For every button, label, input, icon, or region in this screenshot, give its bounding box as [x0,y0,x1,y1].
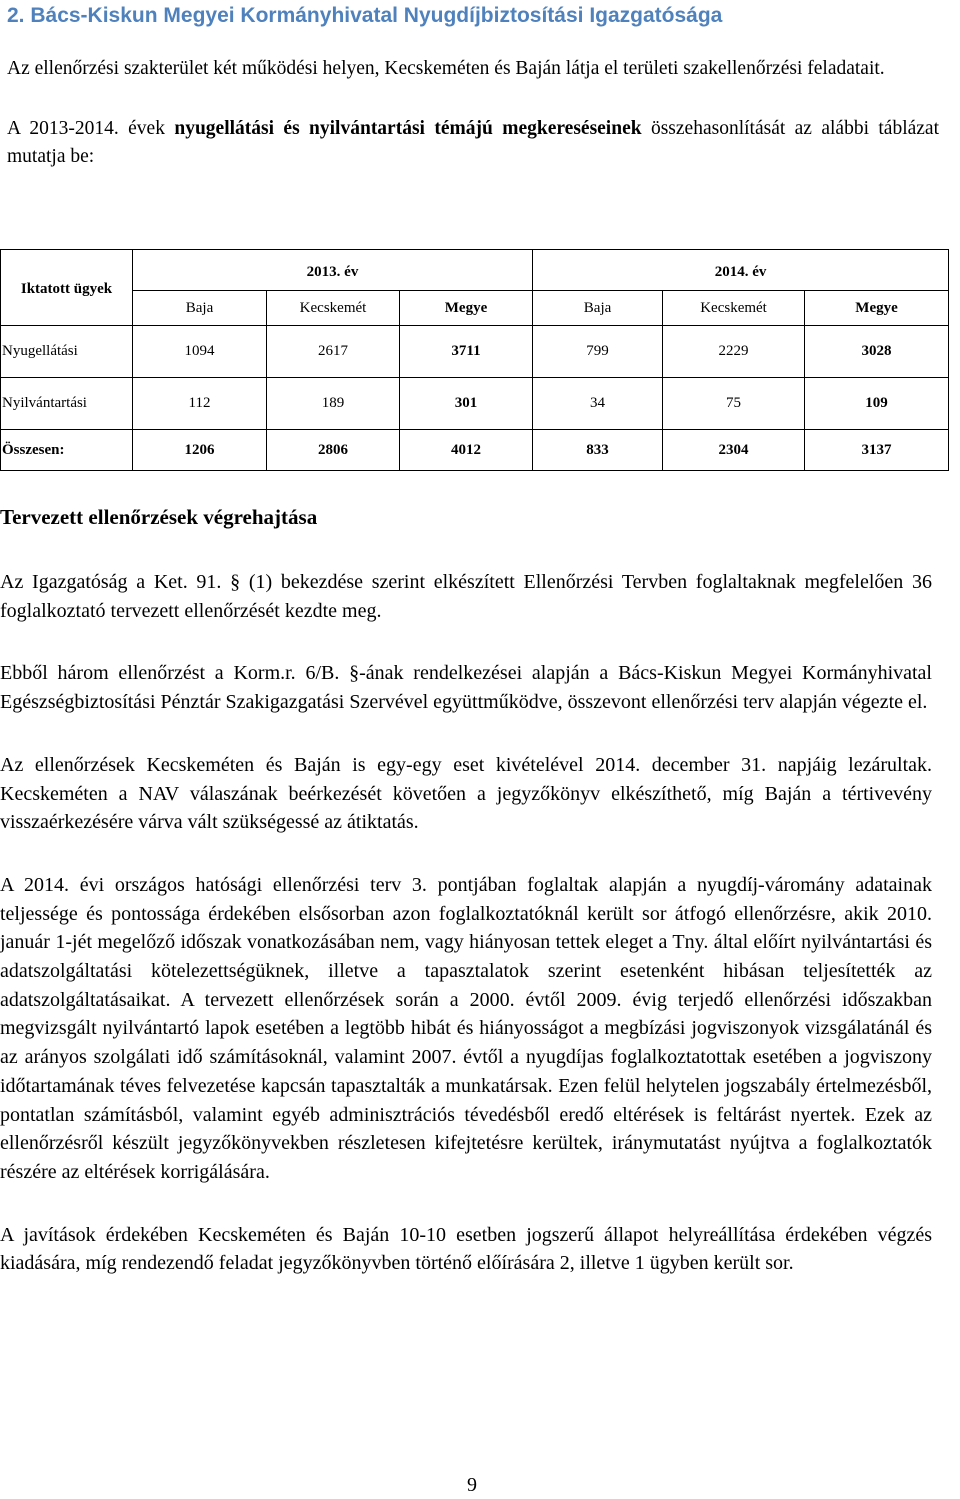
intro-paragraph-1: Az ellenőrzési szakterület két működési helyen, Kecskeméten és Baján látja el területi szakellenőrzési feladatait. [7,58,885,79]
body-paragraph: A 2014. évi országos hatósági ellenőrzési terv 3. pontjában foglaltak alapján a nyugdíj-váromány adatainak teljessége és pontossága érdekében elsősorban azon foglalkoztatóknál került sor átfogó ellenőrzésre, akik 2010. január 1-jét megelőző időszak vonatkozásában nem, vagy hiányosan tettek eleget a Tny. által előírt nyilvántartási és adatszolgáltatási kötelezettségüknek, illetve a tapasztalatok szerint esetenként hibásan teljesítették az adatszolgáltatásaikat. A tervezett ellenőrzések során a 2000. évtől 2009. évig terjedő ellenőrzési időszakban megvizsgált nyilvántartó lapok esetében a legtöbb hibát és hiányosságot a megbízási jogviszonyok vizsgálatánál és az arányos szolgálati idő számításoknál, valamint 2007. évtől a nyugdíjas foglalkoztatottak esetében a jogviszony időtartamának téves felvezetése kapcsán tapasztalták a munkatársak. Ezen felül helytelen jogszabály értelmezésből, pontatlan számításból, valamint egyéb adminisztrációs tévedésből eredő eltérések is feltárást nyertek. Ezek az ellenőrzésről készült jegyzőkönyvekben részletesen kifejtetésre kerültek, iránymutatást nyújtva a foglalkoztatók részére az eltérések korrigálására. [0,873,932,1183]
table-cell: 4012 [400,430,533,471]
table-cell: 799 [533,326,663,378]
table-cell: 2617 [267,326,400,378]
table-subheader: Kecskemét [663,291,805,326]
table-row-total [1,430,949,471]
table-cell: 301 [400,378,533,430]
table-cell: 1206 [133,430,267,471]
table-cell: 833 [533,430,663,471]
table-subheader: Kecskemét [267,291,400,326]
table-subheader: Baja [533,291,663,326]
body-paragraph: A javítások érdekében Kecskeméten és Baján 10-10 esetben jogszerű állapot helyreállítása érdekében végzés kiadására, míg rendezendő feladat jegyzőkönyvben történő előírására 2, illetve 1 ügyben került sor. [0,1223,932,1275]
table-row [1,326,949,378]
page-number: 9 [467,1474,477,1496]
table-cell: 2806 [267,430,400,471]
table-subheader: Baja [133,291,267,326]
table-year-2013: 2013. év [133,250,533,291]
table-row-label: Nyilvántartási [1,378,133,430]
body-paragraph: Az Igazgatóság a Ket. 91. § (1) bekezdése szerint elkészített Ellenőrzési Tervben foglaltaknak megfelelően 36 foglalkoztató tervezett ellenőrzését kezdte meg. [0,571,932,622]
intro-paragraph-2-start: A 2013-2014. évek [7,117,175,139]
table-cell: 75 [663,378,805,430]
table-cell: 3137 [805,430,949,471]
table-row [1,378,949,430]
table-corner-label: Iktatott ügyek [1,250,133,326]
table-row-label: Összesen: [1,430,133,471]
table-subheader: Megye [400,291,533,326]
table-cell: 2229 [663,326,805,378]
table-subheader: Megye [805,291,949,326]
table-cell: 3711 [400,326,533,378]
intro-paragraph-2 [7,115,939,172]
table-row-label: Nyugellátási [1,326,133,378]
table-cell: 34 [533,378,663,430]
table-cell: 2304 [663,430,805,471]
table-cell: 3028 [805,326,949,378]
section-heading: 2. Bács-Kiskun Megyei Kormányhivatal Nyugdíjbiztosítási Igazgatósága [7,4,723,27]
table-cell: 109 [805,378,949,430]
subsection-title: Tervezett ellenőrzések végrehajtása [0,505,318,529]
table-year-2014: 2014. év [533,250,949,291]
table-cell: 112 [133,378,267,430]
table-cell: 189 [267,378,400,430]
body-paragraph: Az ellenőrzések Kecskeméten és Baján is egy-egy eset kivételével 2014. december 31. napjáig lezárultak. Kecskeméten a NAV válaszának beérkezését követően a jegyzőkönyv elkészíthető, míg Baján a tértivevény visszaérkezésére várva vált szükségessé az átiktatás. [0,753,932,834]
cases-table [0,249,949,471]
table-cell: 1094 [133,326,267,378]
intro-paragraph-2-end: összehasonlítását az alábbi táblázat mutatja be: [7,117,939,168]
document-page [7,0,939,172]
intro-paragraph-2-bold: nyugellátási és nyilvántartási témájú megkereséseinek [174,117,642,139]
body-paragraph: Ebből három ellenőrzést a Korm.r. 6/B. §-ának rendelkezései alapján a Bács-Kiskun Megyei Kormányhivatal Egészségbiztosítási Pénztár Szakigazgatási Szervével együttműködve, összevont ellenőrzési terv alapján végezte el. [0,662,932,714]
body-text [0,568,932,1278]
